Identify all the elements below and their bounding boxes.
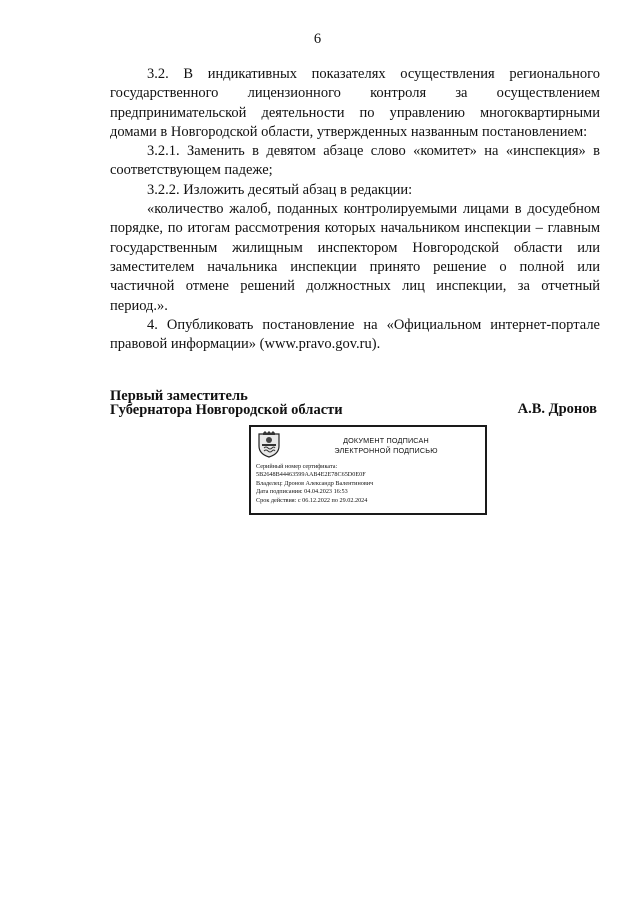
stamp-headline-line-1: ДОКУМЕНТ ПОДПИСАН (343, 436, 429, 445)
page-number: 6 (313, 31, 322, 47)
stamp-details (256, 463, 484, 505)
certificate-label: Серийный номер сертификата: (256, 463, 338, 470)
novgorod-coat-of-arms-icon (257, 431, 281, 458)
signature-block (110, 389, 600, 417)
signer-title-line-1: Первый заместитель (110, 388, 248, 404)
paragraph-4: 4. Опубликовать постановление на «Официальном интернет-портале правовой информации» (www.pravo.gov.ru). (110, 316, 600, 353)
paragraph-3-2-2: 3.2.2. Изложить десятый абзац в редакции: (147, 181, 413, 198)
signer-title-line-2: Губернатора Новгородской области (110, 402, 343, 418)
stamp-headline (291, 436, 481, 455)
signing-date: Дата подписания: 04.04.2023 16:53 (256, 488, 348, 496)
certificate-owner: Владелец: Дронов Александр Валентинович (256, 479, 374, 487)
certificate-number: 5B2648B44463599AAB4E2E78C65D0E0F (256, 471, 366, 479)
paragraph-3-2: 3.2. В индикативных показателях осуществления регионального государственного лицензионного контроля за осуществлением предпринимательской деятельности по управлению многоквартирными домами в Новгородской области, утвержденных названным постановлением: (110, 66, 600, 140)
stamp-headline-line-2: ЭЛЕКТРОННОЙ ПОДПИСЬЮ (334, 445, 438, 455)
paragraph-quoted-text: «количество жалоб, поданных контролируемыми лицами в досудебном порядке, по итогам рассмотрения которых начальником инспекции – главным государственным жилищным инспектором Новгородской области или заместителем начальника инспекции принято решение о полной или частичной отмене решений должностных лиц инспекции, за отчетный период.». (110, 201, 600, 314)
electronic-signature-stamp (249, 425, 487, 515)
paragraph-3-2-1: 3.2.1. Заменить в девятом абзаце слово «комитет» на «инспекция» в соответствующем падеже; (110, 143, 600, 179)
signer-name: А.В. Дронов (517, 401, 597, 417)
certificate-validity: Срок действия: с 06.12.2022 по 29.02.2024 (256, 496, 368, 504)
document-body (110, 65, 600, 354)
